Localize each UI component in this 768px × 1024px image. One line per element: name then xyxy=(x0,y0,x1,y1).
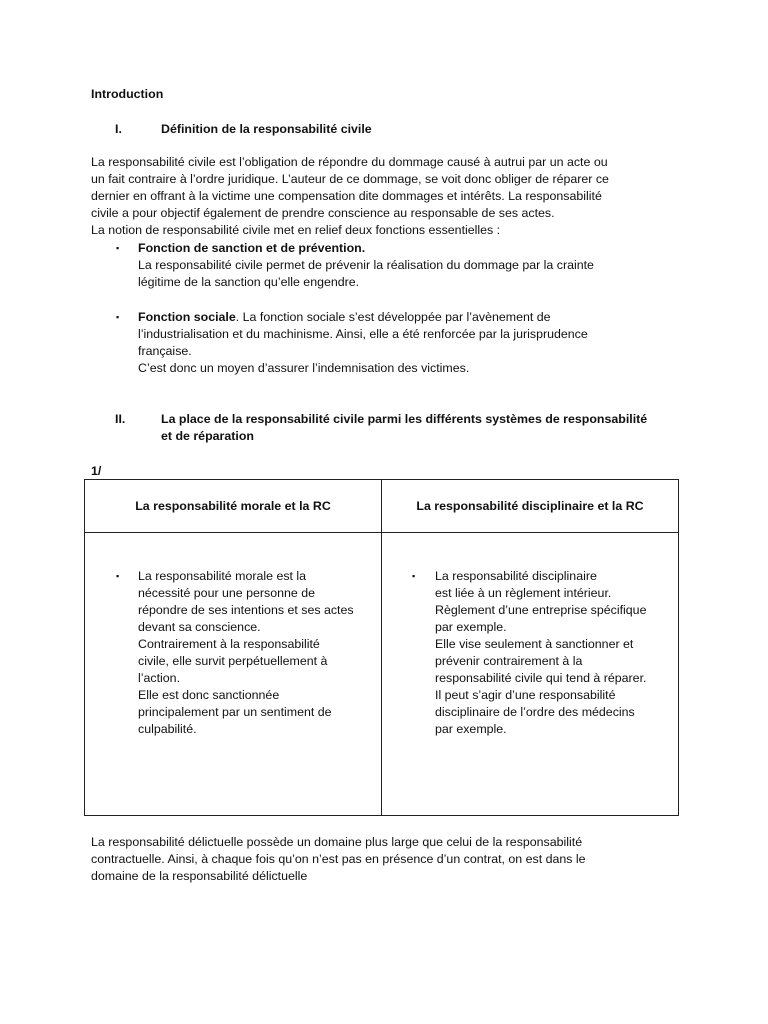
table-header-row xyxy=(85,480,679,533)
cell-line: par exemple. xyxy=(435,620,507,634)
paragraph-line: dernier en offrant à la victime une compensation dite dommages et intérêts. La responsabilité xyxy=(91,189,602,203)
cell-line: est liée à un règlement intérieur. xyxy=(435,586,612,600)
paragraph-line: La notion de responsabilité civile met en relief deux fonctions essentielles : xyxy=(91,223,501,237)
section-1-title: Définition de la responsabilité civile xyxy=(161,122,372,136)
bullet-square-icon: ▪ xyxy=(116,312,120,322)
table-row xyxy=(85,533,679,816)
bullet-sanction xyxy=(138,240,683,291)
table-cell-morale xyxy=(85,533,382,816)
bullet-sociale xyxy=(138,309,683,377)
bullet-line: française. xyxy=(138,344,192,358)
cell-line: devant sa conscience. xyxy=(138,620,261,634)
sub-label: 1/ xyxy=(91,464,102,478)
cell-line: prévenir contrairement à la xyxy=(435,654,583,668)
cell-line: Règlement d’une entreprise spécifique xyxy=(435,603,647,617)
cell-text-morale xyxy=(138,568,378,738)
bullet-square-icon: ▪ xyxy=(412,571,416,581)
bullet-title-rest: . La fonction sociale s’est développée par l’avènement de xyxy=(235,310,551,324)
cell-line: Elle vise seulement à sanctionner et xyxy=(435,637,634,651)
cell-text-disciplinaire xyxy=(435,568,680,738)
cell-line: Il peut s’agir d’une responsabilité xyxy=(435,688,616,702)
paragraph-line: La responsabilité délictuelle possède un domaine plus large que celui de la responsabilité xyxy=(91,835,583,849)
comparison-table xyxy=(84,479,679,816)
paragraph-line: domaine de la responsabilité délictuelle xyxy=(91,869,308,883)
table-header-morale: La responsabilité morale et la RC xyxy=(85,480,382,533)
section-2-title-line: La place de la responsabilité civile parmi les différents systèmes de responsabilité xyxy=(161,412,648,426)
cell-line: par exemple. xyxy=(435,722,507,736)
cell-line: répondre de ses intentions et ses actes xyxy=(138,603,354,617)
paragraph-line: civile a pour objectif également de prendre conscience au responsable de ses actes. xyxy=(91,206,555,220)
bullet-title: Fonction de sanction et de prévention. xyxy=(138,241,366,255)
bullet-line: légitime de la sanction qu’elle engendre. xyxy=(138,275,360,289)
table-cell-disciplinaire xyxy=(382,533,679,816)
cell-line: principalement par un sentiment de xyxy=(138,705,332,719)
table-header-disciplinaire: La responsabilité disciplinaire et la RC xyxy=(382,480,679,533)
closing-paragraph xyxy=(91,834,681,885)
cell-line: l’action. xyxy=(138,671,181,685)
cell-line: La responsabilité morale est la xyxy=(138,569,307,583)
section-1-paragraph xyxy=(91,154,681,239)
paragraph-line: contractuelle. Ainsi, à chaque fois qu’on n’est pas en présence d’un contrat, on est dans le xyxy=(91,852,586,866)
section-2-number: II. xyxy=(115,412,126,426)
section-2-title-line: et de réparation xyxy=(161,429,254,443)
bullet-line: La responsabilité civile permet de prévenir la réalisation du dommage par la crainte xyxy=(138,258,594,272)
bullet-square-icon: ▪ xyxy=(116,243,120,253)
cell-content xyxy=(85,533,381,736)
paragraph-line: La responsabilité civile est l’obligation de répondre du dommage causé à autrui par un acte ou xyxy=(91,155,608,169)
cell-line: La responsabilité disciplinaire xyxy=(435,569,597,583)
section-1-number: I. xyxy=(115,122,122,136)
cell-line: civile, elle survit perpétuellement à xyxy=(138,654,328,668)
bullet-title: Fonction sociale xyxy=(138,310,236,324)
paragraph-line: un fait contraire à l’ordre juridique. L’auteur de ce dommage, se voit donc obliger de réparer ce xyxy=(91,172,609,186)
cell-line: Elle est donc sanctionnée xyxy=(138,688,280,702)
cell-line: responsabilité civile qui tend à réparer. xyxy=(435,671,647,685)
bullet-line: C’est donc un moyen d’assurer l’indemnisation des victimes. xyxy=(138,361,470,375)
section-2-title xyxy=(161,411,701,445)
cell-line: disciplinaire de l’ordre des médecins xyxy=(435,705,635,719)
bullet-line: l’industrialisation et du machinisme. Ainsi, elle a été renforcée par la jurisprudence xyxy=(138,327,588,341)
cell-line: nécessité pour une personne de xyxy=(138,586,316,600)
intro-heading: Introduction xyxy=(91,87,164,101)
cell-content xyxy=(382,533,678,736)
cell-line: culpabilité. xyxy=(138,722,197,736)
bullet-first-line xyxy=(138,309,683,326)
bullet-square-icon: ▪ xyxy=(116,571,120,581)
cell-line: Contrairement à la responsabilité xyxy=(138,637,320,651)
